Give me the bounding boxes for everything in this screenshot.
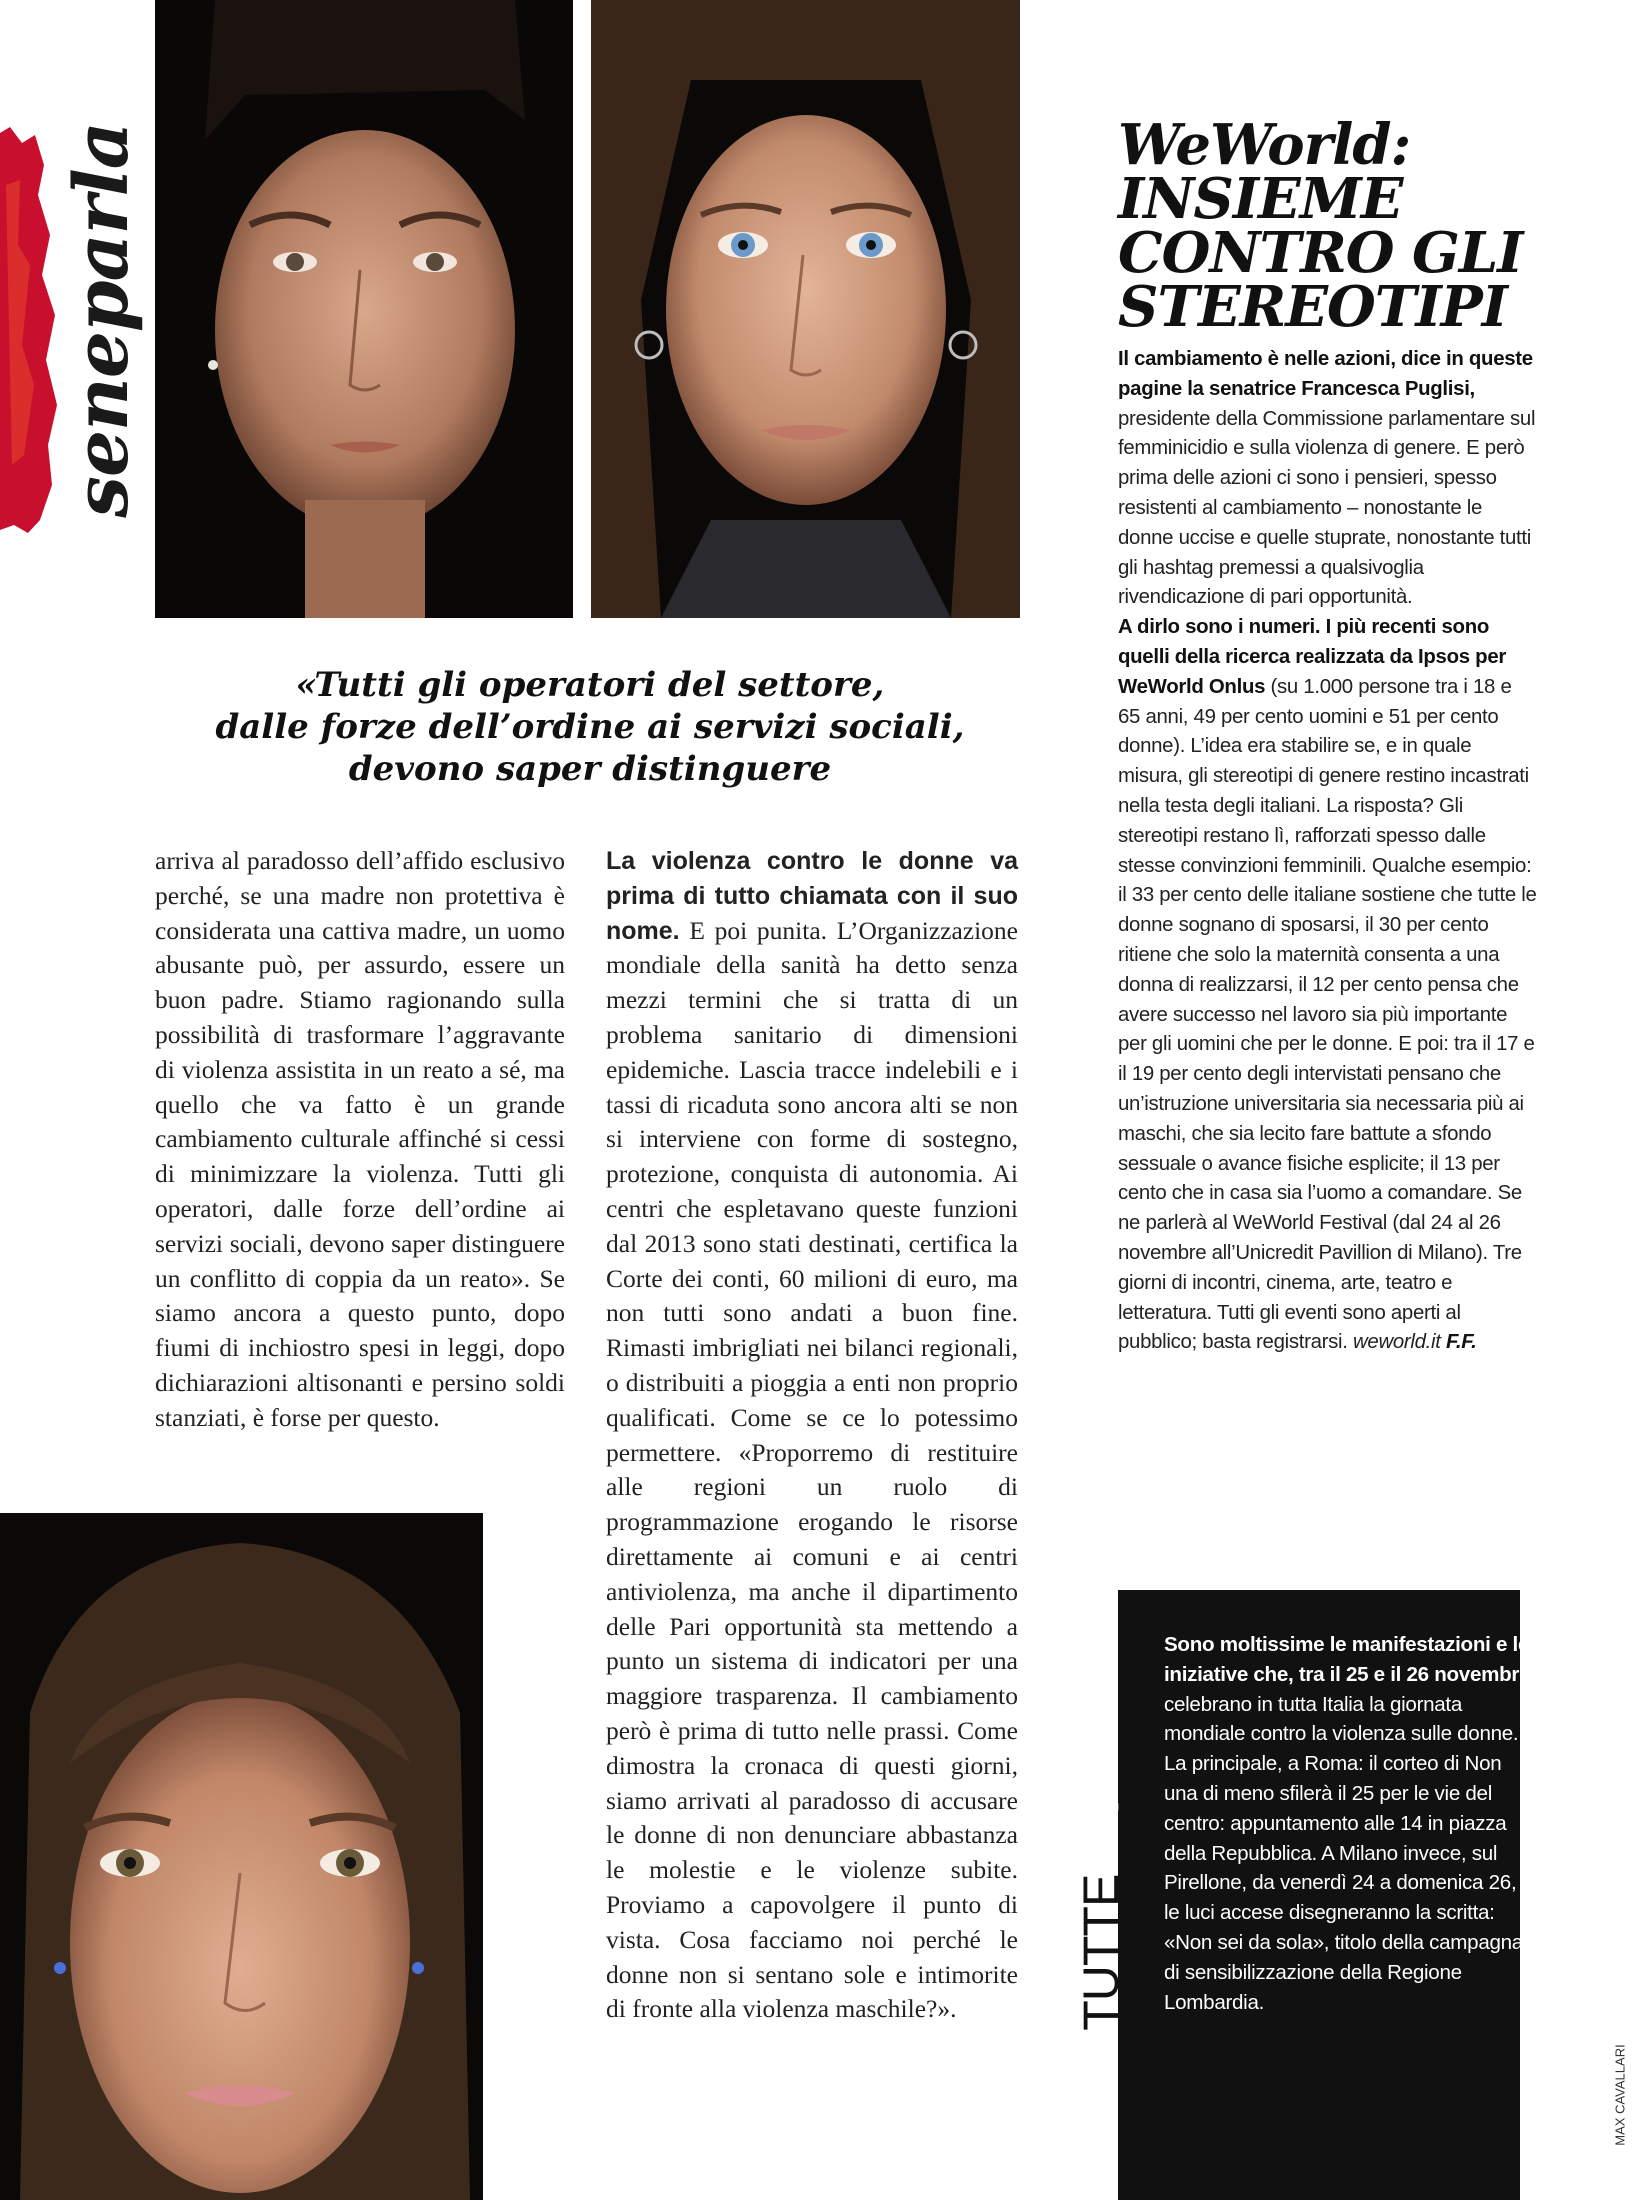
body-column-2 xyxy=(606,844,1018,2027)
sidebar-paragraph: presidente della Commissione parlamentare sul femminicidio e sulla violenza di genere. E però prima delle azioni ci sono i pensieri, spesso resistenti al cambiamento – nonostante le donne uccise e quelle stuprate, nonostante tutti gli hashtag premessi a qualsivoglia rivendicazione di pari opportunità. xyxy=(1118,407,1536,609)
section-kicker: seneparla xyxy=(59,122,145,518)
sidebar-title-line: WeWorld: xyxy=(1118,112,1411,178)
body-column-1: arriva al paradosso dell’affido esclusivo perché, se una madre non protettiva è considerata una cattiva madre, un uomo abusante può, per assurdo, essere un buon padre. Stiamo ragionando sulla possibilità di trasformare l’aggravante di violenza assistita in un reato a sé, ma quello che va fatto è un grande cambiamento culturale affinché si cessi di minimizzare la violenza. Tutti gli operatori, dalle forze dell’ordine ai servizi sociali, devono saper distinguere un conflitto di coppia da un reato». Se siamo ancora a questo punto, dopo fiumi di inchiostro spesi in leggi, dopo dichiarazioni altisonanti e persino soldi stanziati, è forse per questo. xyxy=(155,846,565,1432)
sidebar-text xyxy=(1118,345,1538,1358)
column-lead: La violenza contro le donne va prima di tutto chiamata con il suo nome. xyxy=(606,847,1018,945)
sidebar-lead: A dirlo sono i numeri. I più recenti sono quelli della ricerca realizzata da Ipsos per WeWorld Onlus xyxy=(1118,616,1506,698)
info-box-text xyxy=(1164,1630,1536,2017)
info-box-label xyxy=(1073,1600,1129,2070)
column-body: E poi punita. L’Organizzazione mondiale della sanità ha detto senza mezzi termini che si tratta di un problema sanitario di dimensioni epidemiche. Lascia tracce indelebili e i tassi di ricaduta sono ancora alti se non si interviene con forme di sostegno, protezione, conquista di autonomia. Ai centri che espletavano queste funzioni dal 2013 sono stati destinati, certifica la Corte dei conti, 60 milioni di euro, ma non tutti sono andati a buon fine. Rimasti imbrigliati nei bilanci regionali, o distribuiti a pioggia a enti non proprio qualificati. Come se ce lo potessimo permettere. «Proporremo di restituire alle regioni un ruolo di programmazione erogando le risorse direttamente ai comuni e ai centri antiviolenza, ma anche il dipartimento delle Pari opportunità sta mettendo a punto un sistema di indicatori per una maggiore trasparenza. Il cambiamento però è prima di tutto nelle prassi. Come dimostra la cronaca di questi giorni, siamo arrivati al paradosso di accusare le donne di non denunciare abbastanza le molestie e le violenze subite. Proviamo a capovolgere il punto di vista. Cosa facciamo noi perché le donne non si sentano sole e intimorite di fronte alla violenza maschile?». xyxy=(606,915,1018,2024)
portrait-photo-2 xyxy=(591,0,1020,618)
info-box-paragraph: celebrano in tutta Italia la giornata mondiale contro la violenza sulle donne. La principale, a Roma: il corteo di Non una di meno sfilerà il 25 per le vie del centro: appuntamento alle 14 in piazza della Repubblica. A Milano invece, sul Pirellone, da venerdì 24 a domenica 26, le luci accese disegneranno la scritta: «Non sei da sola», titolo della campagna di sensibilizzazione della Regione Lombardia. xyxy=(1164,1692,1523,2014)
info-box-lead: Sono moltissime le manifestazioni e le iniziative che, tra il 25 e il 26 novembre, xyxy=(1164,1633,1536,1686)
portrait-photo-1 xyxy=(155,0,573,618)
sidebar-title xyxy=(1118,112,1523,340)
sidebar-title-line: STEREOTIPI xyxy=(1118,274,1507,340)
pull-quote-line: dalle forze dell’ordine ai servizi sociali, xyxy=(215,707,965,747)
pull-quote xyxy=(160,664,1020,790)
sidebar-lead: Il cambiamento è nelle azioni, dice in queste pagine la senatrice Francesca Puglisi, xyxy=(1118,348,1533,400)
sidebar-title-line: INSIEME xyxy=(1118,166,1403,232)
sidebar-link[interactable]: weworld.it xyxy=(1352,1331,1441,1354)
info-box-label-light: TUTTE xyxy=(1073,1874,1129,2031)
pull-quote-line: devono saper distinguere xyxy=(348,749,832,789)
portrait-photo-3 xyxy=(0,1513,483,2200)
sidebar-title-line: CONTRO GLI xyxy=(1118,220,1523,286)
pull-quote-line: «Tutti gli operatori del settore, xyxy=(295,665,885,705)
red-torn-accent xyxy=(0,125,58,535)
sidebar-paragraph: (su 1.000 persone tra i 18 e 65 anni, 49 per cento uomini e 51 per cento donne). L’idea era stabilire se, e in quale misura, gli stereotipi di genere restino incastrati nella testa degli italiani. La risposta? Gli stereotipi restano lì, rafforzati spesso dalle stesse convinzioni femminili. Qualche esempio: il 33 per cento delle italiane sostiene che tutte le donne sognano di sposarsi, il 30 per cento ritiene che solo la maternità consenta a una donna di realizzarsi, il 12 per cento pensa che avere successo nel lavoro sia più importante per gli uomini che per le donne. E poi: tra il 17 e il 19 per cento degli intervistati pensano che un’istruzione universitaria sia necessaria più ai maschi, che sia lecito fare battute a sfondo sessuale o avance fisiche esplicite; il 13 per cento che in casa sia l’uomo a comandare. Se ne parlerà al WeWorld Festival (dal 24 al 26 novembre all’Unicredit Pavillion di Milano). Tre giorni di incontri, cinema, arte, teatro e letteratura. Tutti gli eventi sono aperti al pubblico; basta registrarsi. xyxy=(1118,675,1537,1354)
photo-credit: MAX CAVALLARI xyxy=(1612,2044,1628,2146)
info-box-label-bold: IN PIAZZA xyxy=(1073,1639,1129,1875)
sidebar-signature: F.F. xyxy=(1446,1331,1477,1354)
